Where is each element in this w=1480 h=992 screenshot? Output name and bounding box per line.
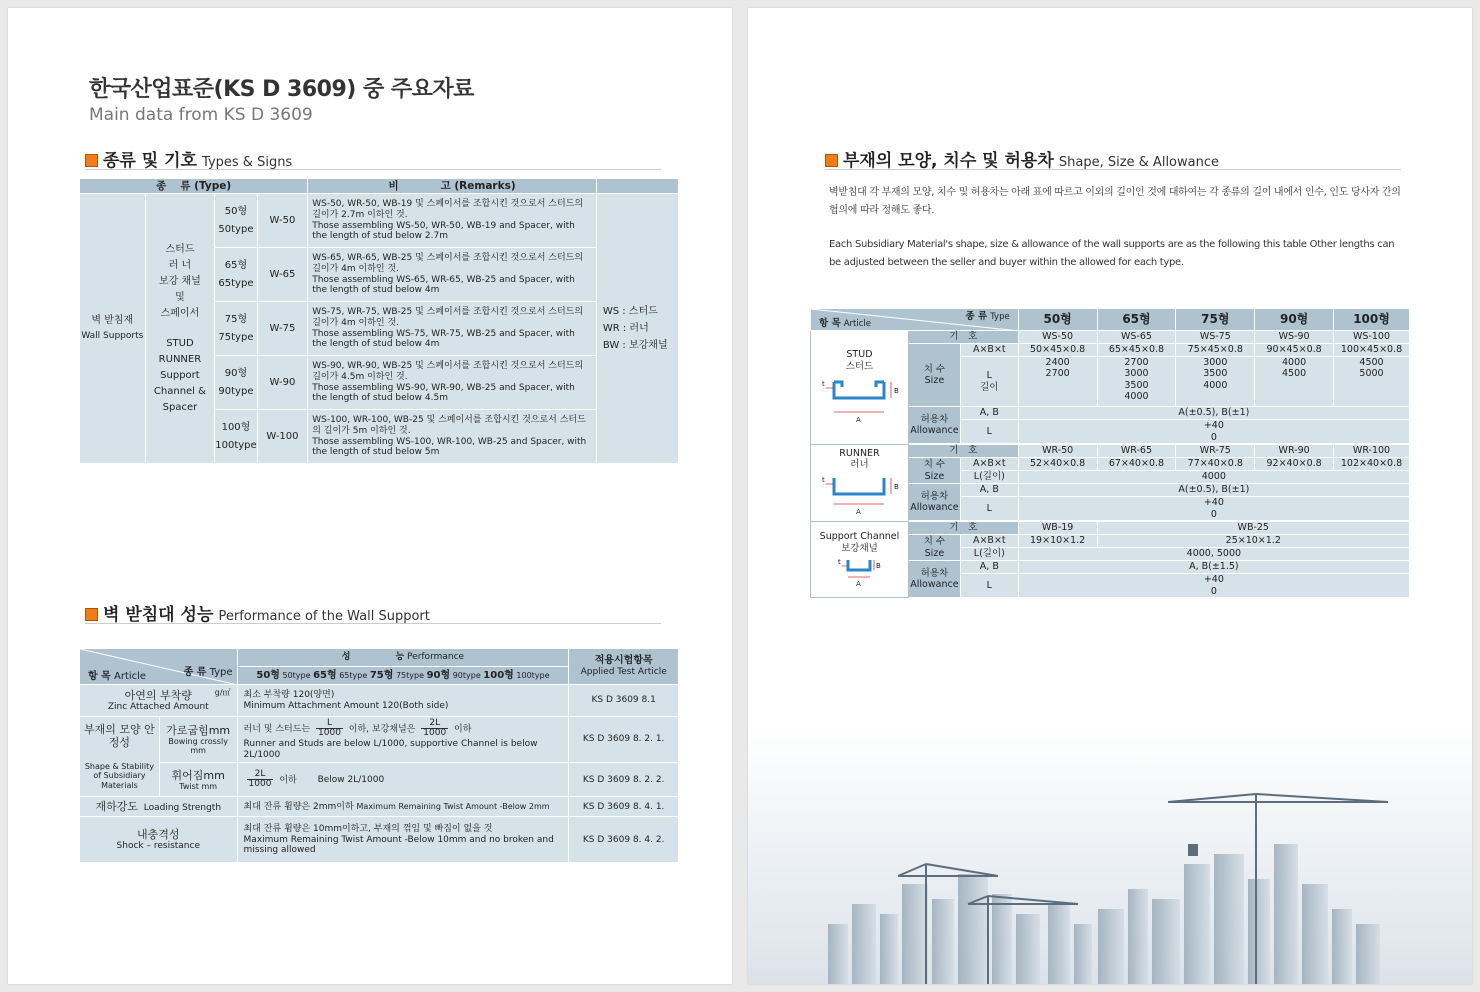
article-type-header: 종 류 Type 항 목 Article <box>80 649 238 685</box>
runner-profile-cell: RUNNER 러너 t A B <box>811 445 909 522</box>
stud-profile-cell: STUD 스터드 t A B <box>811 331 909 445</box>
length-label: L(길이) <box>960 548 1018 561</box>
stud-sign: WS-50 <box>1018 331 1097 344</box>
runner-dim: 52×40×0.8 <box>1018 458 1097 471</box>
height-label: B <box>876 561 882 570</box>
ab-label: A, B <box>960 484 1018 497</box>
fraction: $\frac{L}{1000}$ <box>318 718 341 739</box>
shock-test: KS D 3609 8. 4. 2. <box>569 817 679 863</box>
sign-label: 기 호 <box>908 445 1018 458</box>
dim-label: A×B×t <box>960 535 1018 548</box>
dim-label: A×B×t <box>960 344 1018 357</box>
shock-perf: 최대 잔류 휨량은 10mm이하고, 부재의 꺾임 및 빠짐이 없을 것 Maximum Remaining Twist Amount -Below 10mm and no broken and missing allowed <box>237 817 569 863</box>
runner-dim: 102×40×0.8 <box>1334 458 1410 471</box>
l-label: L <box>960 574 1018 598</box>
perf-section-heading: 벽 받침대 성능 Performance of the Wall Support <box>85 600 661 624</box>
channel-profile-cell: Support Channel 보강채널 t A B <box>811 522 909 598</box>
page-title: 한국산업표준(KS D 3609) 중 주요자료 <box>89 77 474 102</box>
zinc-label: 아연의 부착량 Zinc Attached Amount g/㎡ <box>80 685 238 717</box>
type-cell: 100형 100type <box>215 410 257 464</box>
right-page <box>748 8 1472 984</box>
runner-dim: 77×40×0.8 <box>1176 458 1255 471</box>
remark-cell: WS-90, WR-90, WB-25 및 스페이서를 조합시킨 것으로서 스터드의 길이가 4.5m 이하인 것. Those assembling WS-90, WR-90, WB-25 and Spacer, with the length of stud below 4.5m <box>308 356 597 410</box>
stud-dim: 75×45×0.8 <box>1176 344 1255 357</box>
runner-sign: WR-100 <box>1334 445 1410 458</box>
type-cell: 75형 75type <box>215 302 257 356</box>
stud-dim: 100×45×0.8 <box>1334 344 1410 357</box>
type-header: 75형 <box>1176 309 1255 331</box>
main-label: 벽 받침재 Wall Supports <box>80 194 146 464</box>
type-list: 50형 50type 65형 65type 75형 75type 90형 90type 100형 100type <box>237 667 569 685</box>
channel-length: 4000, 5000 <box>1018 548 1409 561</box>
para-ko: 벽받침대 각 부재의 모양, 치수 및 허용차는 아래 표에 따르고 이외의 길이인 것에 대하여는 각 종류의 길이 내에서 인수, 인도 당사자 간의 협의에 따라 정해도 좋다. <box>829 187 1401 216</box>
channel-allow-l: +40 0 <box>1018 574 1409 598</box>
type-header: 90형 <box>1255 309 1334 331</box>
remark-cell: WS-75, WR-75, WB-25 및 스페이서를 조합시킨 것으로서 스터드의 길이가 4m 이하인 것. Those assembling WS-75, WR-75, WB-25 and Spacer, with the length of stud below 4m <box>308 302 597 356</box>
channel-sign: WB-25 <box>1097 522 1409 535</box>
para-en: Each Subsidiary Material's shape, size & allowance of the wall supports are as the following this table Other lengths can be adjusted between the seller and buyer within the allowed for each type. <box>829 239 1395 268</box>
length-label: L 길이 <box>960 357 1018 407</box>
section-marker-icon <box>85 154 98 167</box>
sign-cell: W-90 <box>257 356 308 410</box>
fraction: $\frac{2L}{1000}$ <box>423 718 447 739</box>
page-subtitle: Main data from KS D 3609 <box>89 105 313 125</box>
size-label: 치 수 Size <box>908 535 960 561</box>
test-header: 적용시험항목 Applied Test Article <box>569 649 679 685</box>
runner-allow-ab: A(±0.5), B(±1) <box>1018 484 1409 497</box>
section-marker-icon <box>85 608 98 621</box>
runner-profile-icon <box>814 472 904 518</box>
performance-table <box>79 648 679 863</box>
size-label: 치 수 Size <box>908 458 960 484</box>
channel-dim: 19×10×1.2 <box>1018 535 1097 548</box>
thickness-label: t <box>838 557 842 566</box>
city-skyline-image <box>748 724 1472 984</box>
runner-sign: WR-65 <box>1097 445 1176 458</box>
stud-length: 4000 4500 <box>1255 357 1334 407</box>
thickness-label: t <box>822 476 826 485</box>
runner-allow-l: +40 0 <box>1018 497 1409 521</box>
sign-label: 기 호 <box>908 331 1018 344</box>
remark-cell: WS-50, WR-50, WB-19 및 스페이서를 조합시킨 것으로서 스터드의 길이가 2.7m 이하인 것. Those assembling WS-50, WR-50, WB-19 and Spacer, with the length of stud below 2.7m <box>308 194 597 248</box>
group-label: 스터드 러 너 보강 채널 및 스페이서 STUD RUNNER Support Channel & Spacer <box>145 194 215 464</box>
section-marker-icon <box>825 154 838 167</box>
height-label: B <box>894 483 900 492</box>
sign-cell: W-50 <box>257 194 308 248</box>
stud-allow-l: +40 0 <box>1018 420 1409 444</box>
channel-dim: 25×10×1.2 <box>1097 535 1409 548</box>
allowance-label: 허용차 Allowance <box>908 484 960 521</box>
width-label: A <box>856 415 862 424</box>
stud-dim: 65×45×0.8 <box>1097 344 1176 357</box>
remark-cell: WS-65, WR-65, WB-25 및 스페이서를 조합시킨 것으로서 스터드의 길이가 4m 이하인 것. Those assembling WS-65, WR-65, WB-25 and Spacer, with the length of stud below 4m <box>308 248 597 302</box>
sign-cell: W-100 <box>257 410 308 464</box>
channel-sign: WB-19 <box>1018 522 1097 535</box>
twist-perf: $\frac{2L}{1000}$ 이하 Below 2L/1000 <box>237 763 569 797</box>
runner-length: 4000 <box>1018 471 1409 484</box>
stud-dim: 50×45×0.8 <box>1018 344 1097 357</box>
stud-length: 3000 3500 4000 <box>1176 357 1255 407</box>
runner-sign: WR-50 <box>1018 445 1097 458</box>
type-header: 100형 <box>1334 309 1410 331</box>
stud-length: 4500 5000 <box>1334 357 1410 407</box>
types-section-heading: 종류 및 기호 Types & Signs <box>85 146 661 170</box>
zinc-test: KS D 3609 8.1 <box>569 685 679 717</box>
stud-length: 2400 2700 <box>1018 357 1097 407</box>
l-label: L <box>960 420 1018 444</box>
load-test: KS D 3609 8. 4. 1. <box>569 797 679 817</box>
runner-dim: 92×40×0.8 <box>1255 458 1334 471</box>
type-cell: 65형 65type <box>215 248 257 302</box>
article-type-header: 종 류 Type 항 목 Article <box>811 309 1019 331</box>
header-type: 종 류 (Type) <box>80 179 308 194</box>
left-page <box>8 8 732 984</box>
ab-label: A, B <box>960 407 1018 420</box>
stud-profile-icon <box>814 374 904 426</box>
length-label: L(길이) <box>960 471 1018 484</box>
perf-header: 성 능 Performance <box>237 649 569 667</box>
type-cell: 90형 90type <box>215 356 257 410</box>
size-label: 치 수 Size <box>908 344 960 407</box>
l-label: L <box>960 497 1018 521</box>
stud-sign: WS-75 <box>1176 331 1255 344</box>
type-header: 65형 <box>1097 309 1176 331</box>
stud-dim: 90×45×0.8 <box>1255 344 1334 357</box>
channel-profile-icon <box>814 556 904 588</box>
bow-perf: 러너 및 스터드는 $\frac{L}{1000}$ 이하, 보강채널은 $\frac{2L}{1000}$ 이하 Runner and Studs are below L/1000, supportive Channel is below 2L/1000 <box>237 717 569 763</box>
dim-label: A×B×t <box>960 458 1018 471</box>
runner-dim: 67×40×0.8 <box>1097 458 1176 471</box>
size-table <box>810 308 1410 598</box>
bow-test: KS D 3609 8. 2. 1. <box>569 717 679 763</box>
load-label: 재하강도 Loading Strength <box>80 797 238 817</box>
sign-cell: W-75 <box>257 302 308 356</box>
stud-sign: WS-65 <box>1097 331 1176 344</box>
sign-cell: W-65 <box>257 248 308 302</box>
runner-sign: WR-75 <box>1176 445 1255 458</box>
channel-allow-ab: A, B(±1.5) <box>1018 561 1409 574</box>
bow-label: 가로굽힘mm Bowing crossly mm <box>159 717 237 763</box>
thickness-label: t <box>822 379 826 388</box>
twist-label: 휘어짐mm Twist mm <box>159 763 237 797</box>
zinc-perf: 최소 부착량 120(양면) Minimum Attachment Amount 120(Both side) <box>237 685 569 717</box>
height-label: B <box>894 386 900 395</box>
shock-label: 내충격성 Shock – resistance <box>80 817 238 863</box>
sign-label: 기 호 <box>908 522 1018 535</box>
runner-sign: WR-90 <box>1255 445 1334 458</box>
stud-sign: WS-100 <box>1334 331 1410 344</box>
width-label: A <box>856 579 862 588</box>
types-table <box>79 178 679 464</box>
type-cell: 50형 50type <box>215 194 257 248</box>
size-section-heading: 부재의 모양, 치수 및 허용차 Shape, Size & Allowance <box>825 146 1401 170</box>
fraction: $\frac{2L}{1000}$ <box>248 769 272 790</box>
header-remarks: 비 고 (Remarks) <box>308 179 597 194</box>
legend-cell: WS : 스터드 WR : 러너 BW : 보강채널 <box>596 194 678 464</box>
type-header: 50형 <box>1018 309 1097 331</box>
allowance-label: 허용차 Allowance <box>908 561 960 598</box>
width-label: A <box>856 508 862 517</box>
stud-sign: WS-90 <box>1255 331 1334 344</box>
ab-label: A, B <box>960 561 1018 574</box>
allowance-label: 허용차 Allowance <box>908 407 960 444</box>
stud-length: 2700 3000 3500 4000 <box>1097 357 1176 407</box>
twist-test: KS D 3609 8. 2. 2. <box>569 763 679 797</box>
remark-cell: WS-100, WR-100, WB-25 및 스페이서를 조합시킨 것으로서 스터드의 길이가 5m 이하인 것. Those assembling WS-100, WR-100, WB-25 and Spacer, with the length of stud below 5m <box>308 410 597 464</box>
shape-label: 부재의 모양 안정성 Shape & Stability of Subsidiary Materials <box>80 717 160 797</box>
stud-allow-ab: A(±0.5), B(±1) <box>1018 407 1409 420</box>
load-perf: 최대 잔류 휨량은 2mm이하 Maximum Remaining Twist Amount -Below 2mm <box>237 797 569 817</box>
